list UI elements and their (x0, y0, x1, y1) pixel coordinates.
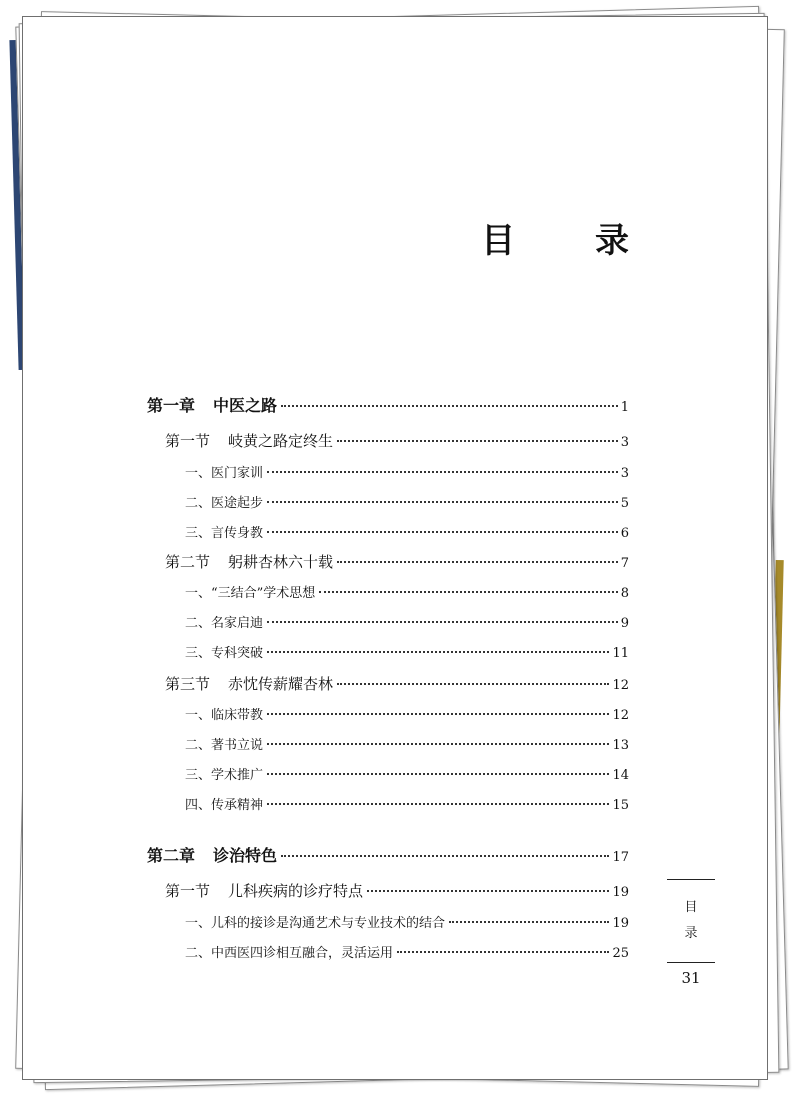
toc-page-number: 19 (612, 885, 629, 900)
page-title: 目 录 (481, 221, 663, 261)
toc-label: 诊治特色 (213, 846, 278, 865)
toc-item[interactable] (185, 462, 629, 481)
toc-item[interactable] (185, 942, 629, 961)
dot-leader (267, 531, 618, 533)
toc-label: 二、著书立说 (185, 738, 264, 753)
page-number: 31 (681, 969, 701, 987)
toc-page-number: 12 (612, 708, 629, 723)
toc-page-number: 11 (612, 646, 629, 661)
dot-leader (449, 921, 609, 923)
dot-leader (267, 743, 609, 745)
toc-label: 赤忱传薪耀杏林 (228, 675, 334, 693)
toc-list (23, 17, 767, 1017)
toc-label: 二、中西医四诊相互融合，灵活运用 (185, 946, 394, 961)
toc-prefix: 第一章 (147, 396, 196, 415)
running-header (667, 879, 715, 963)
toc-page (22, 16, 768, 1080)
toc-label: 三、学术推广 (185, 768, 264, 783)
dot-leader (267, 501, 618, 503)
toc-label: 躬耕杏林六十载 (228, 553, 334, 571)
toc-page-number: 15 (612, 798, 629, 813)
toc-label: 一、医门家训 (185, 466, 264, 481)
running-header-char: 目 (684, 900, 698, 915)
dot-leader (337, 683, 609, 685)
toc-label: 中医之路 (213, 396, 278, 415)
toc-label: 三、专科突破 (185, 646, 264, 661)
toc-page-number: 8 (620, 586, 629, 601)
toc-chapter[interactable] (147, 843, 629, 866)
toc-item[interactable] (185, 492, 629, 511)
dot-leader (397, 951, 609, 953)
toc-section[interactable] (165, 430, 629, 451)
toc-section[interactable] (165, 551, 629, 572)
toc-label: 一、临床带教 (185, 708, 264, 723)
dot-leader (267, 471, 618, 473)
dot-leader (281, 405, 618, 407)
toc-page-number: 3 (620, 435, 629, 450)
toc-prefix: 第三节 (165, 675, 211, 693)
dot-leader (319, 591, 617, 593)
toc-section[interactable] (165, 880, 629, 901)
toc-page-number: 6 (620, 526, 629, 541)
toc-label: 儿科疾病的诊疗特点 (228, 882, 364, 900)
toc-item[interactable] (185, 642, 629, 661)
toc-prefix: 第一节 (165, 882, 211, 900)
toc-page-number: 5 (620, 496, 629, 511)
toc-item[interactable] (185, 704, 629, 723)
toc-page-number: 14 (612, 768, 629, 783)
toc-page-number: 25 (612, 946, 629, 961)
toc-item[interactable] (185, 912, 629, 931)
toc-label: 四、传承精神 (185, 798, 264, 813)
dot-leader (367, 890, 609, 892)
toc-prefix: 第二节 (165, 553, 211, 571)
toc-item[interactable] (185, 582, 629, 601)
toc-label: 一、儿科的接诊是沟通艺术与专业技术的结合 (185, 916, 446, 931)
toc-chapter[interactable] (147, 393, 629, 416)
toc-item[interactable] (185, 764, 629, 783)
toc-label: 二、名家启迪 (185, 616, 264, 631)
toc-section[interactable] (165, 673, 629, 694)
toc-item[interactable] (185, 794, 629, 813)
toc-label: 三、言传身教 (185, 526, 264, 541)
toc-label: 一、“三结合”学术思想 (185, 586, 316, 601)
toc-item[interactable] (185, 522, 629, 541)
dot-leader (267, 651, 609, 653)
dot-leader (281, 855, 609, 857)
toc-prefix: 第二章 (147, 846, 196, 865)
toc-page-number: 7 (620, 556, 629, 571)
toc-item[interactable] (185, 612, 629, 631)
toc-page-number: 19 (612, 916, 629, 931)
toc-page-number: 12 (612, 678, 629, 693)
toc-page-number: 13 (612, 738, 629, 753)
toc-prefix: 第一节 (165, 432, 211, 450)
toc-item[interactable] (185, 734, 629, 753)
toc-label: 岐黄之路定终生 (228, 432, 334, 450)
dot-leader (267, 803, 609, 805)
toc-label: 二、医途起步 (185, 496, 264, 511)
dot-leader (267, 713, 609, 715)
toc-page-number: 1 (620, 400, 629, 415)
toc-page-number: 9 (620, 616, 629, 631)
dot-leader (337, 440, 618, 442)
dot-leader (337, 561, 618, 563)
toc-page-number: 17 (612, 850, 629, 865)
dot-leader (267, 773, 609, 775)
toc-page-number: 3 (620, 466, 629, 481)
running-header-char: 录 (684, 926, 698, 941)
dot-leader (267, 621, 618, 623)
